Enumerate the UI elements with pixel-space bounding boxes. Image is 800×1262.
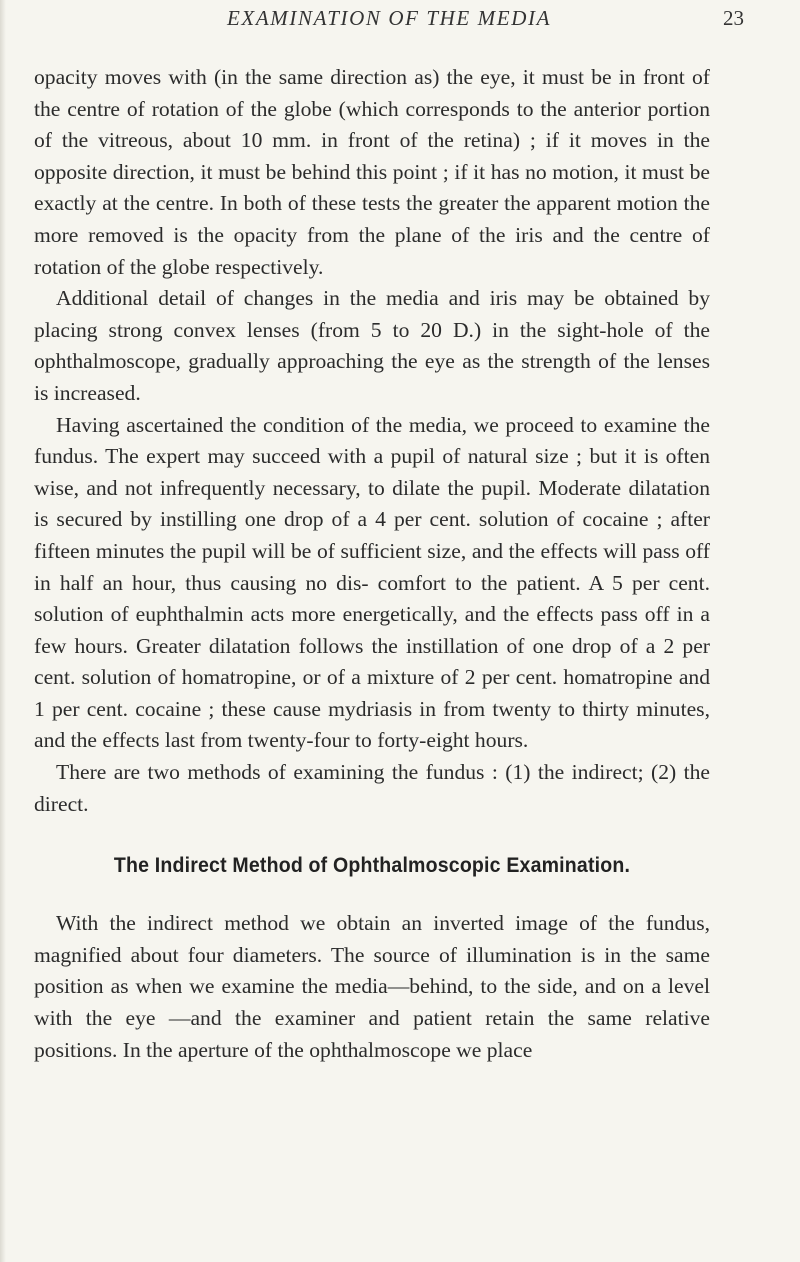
paragraph-methods: There are two methods of examining the fundus : (1) the indirect; (2) the direct. [34,760,710,816]
page-number: 23 [723,6,744,30]
running-title: EXAMINATION OF THE MEDIA [227,6,551,30]
page-binding-edge [0,0,6,1262]
paragraph-indirect-method: With the indirect method we obtain an inverted image of the fundus, magnified about four diameters. The source of illumination is in the same position as when we examine the media—behind, to the side, and on a level with the eye —and the examiner and patient retain the same relative positions. In the aperture of the ophthalmoscope we place [34,911,710,1062]
paragraph-continued: opacity moves with (in the same direction as) the eye, it must be in front of the centre of rotation of the globe (which corresponds to the anterior portion of the vitreous, about 10 mm. in front of the retina) ; if it moves in the opposite direction, it must be behind this point ; if it has no motion, it must be exactly at the centre. In both of these tests the greater the apparent motion the more removed is the opacity from the plane of the iris and the centre of rotation of the globe respectively. [34,65,710,279]
section-heading: The Indirect Method of Ophthalmoscopic Examination. [113,854,631,878]
paragraph-dilatation: Having ascertained the condition of the media, we proceed to examine the fundus. The expert may succeed with a pupil of natural size ; but it is often wise, and not infrequently necessary, to dilate the pupil. Moderate dilatation is secured by instilling one drop of a 4 per cent. solution of cocaine ; after fifteen minutes the pupil will be of sufficient size, and the effects will pass off in half an hour, thus causing no dis- comfort to the patient. A 5 per cent. solution of euphthalmin acts more energetically, and the effects pass off in a few hours. Greater dilatation follows the instillation of one drop of a 2 per cent. solution of homatropine, or of a mixture of 2 per cent. homatropine and 1 per cent. cocaine ; these cause mydriasis in from twenty to thirty minutes, and the effects last from twenty-four to forty-eight hours. [34,412,710,753]
paragraph-convex-lenses: Additional detail of changes in the media and iris may be obtained by placing strong convex lenses (from 5 to 20 D.) in the sight-hole of the ophthalmoscope, gradually approaching the eye as the strength of the lenses is increased. [34,286,710,405]
body-text [34,62,710,1066]
running-head [34,6,744,40]
